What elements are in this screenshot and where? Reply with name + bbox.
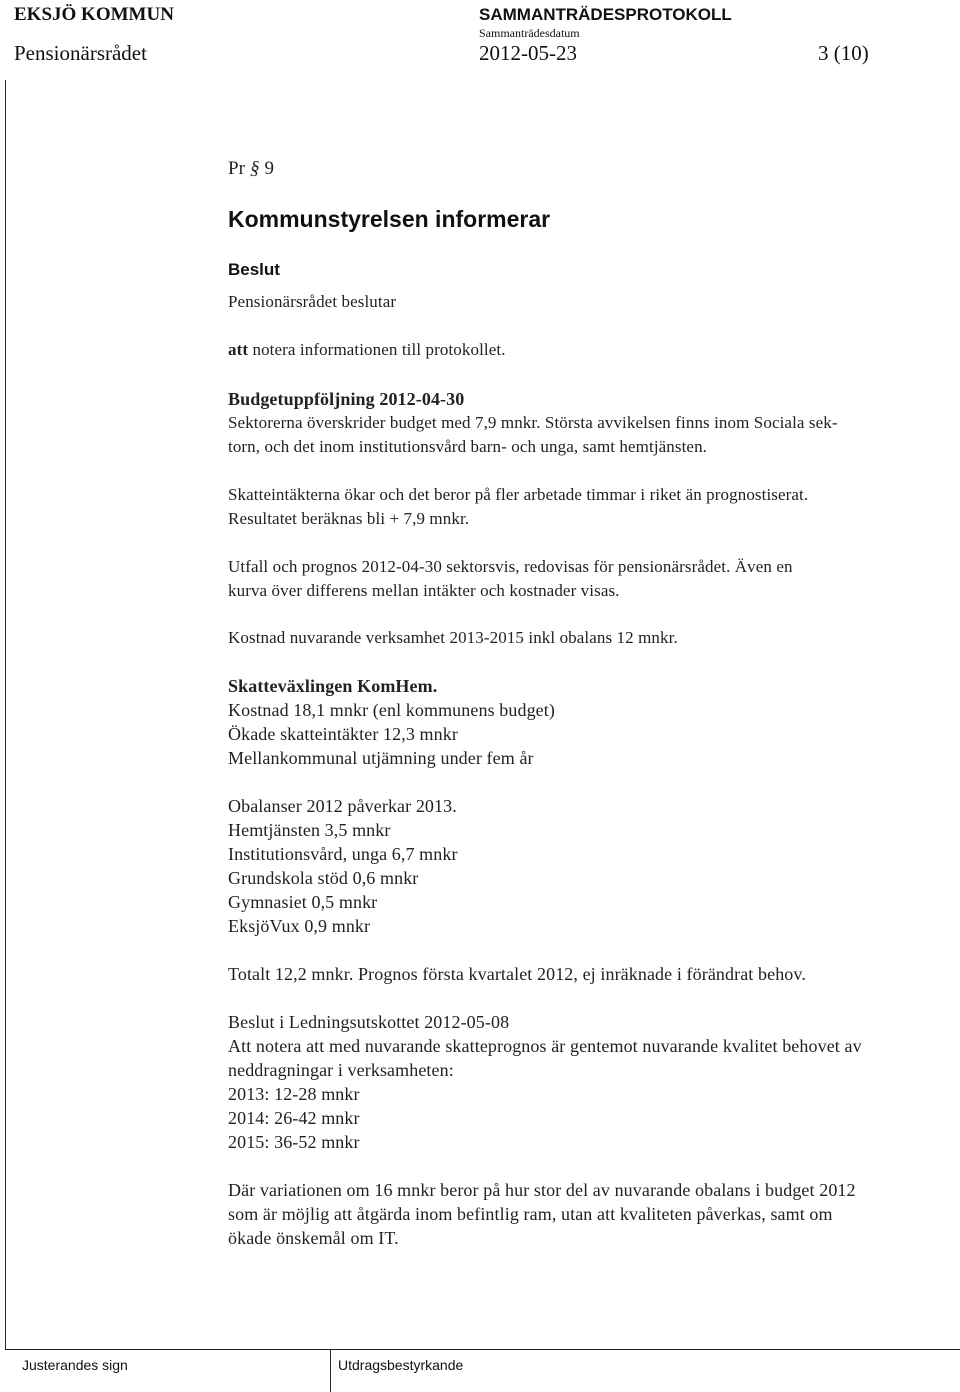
ledning-line-3: neddragningar i verksamheten: [228, 1060, 454, 1080]
section-title: Kommunstyrelsen informerar [228, 206, 551, 232]
obalans-total: Totalt 12,2 mnkr. Prognos första kvartalet 2012, ej inräknade i förändrat behov. [228, 964, 806, 984]
body-name: Pensionärsrådet [14, 41, 147, 65]
skatt-line-1: Kostnad 18,1 mnkr (enl kommunens budget) [228, 700, 555, 720]
att-line [228, 340, 506, 360]
budget-line-2: torn, och det inom institutionsvård barn- och unga, samt hemtjänsten. [228, 437, 708, 456]
budget-p3-line-2: kurva över differens mellan intäkter och kostnader visas. [228, 581, 620, 600]
variation-line-2: som är möjlig att åtgärda inom befintlig ram, utan att kvaliteten påverkas, samt om [228, 1204, 833, 1224]
paragraph-number [228, 158, 274, 180]
document-type: SAMMANTRÄDESPROTOKOLL [479, 5, 732, 24]
skatt-line-3: Mellankommunal utjämning under fem år [228, 748, 534, 768]
municipality-name: EKSJÖ KOMMUN [14, 4, 174, 25]
paragraph-sign: § [249, 158, 260, 179]
obalans-line-3: Institutionsvård, unga 6,7 mnkr [228, 844, 458, 864]
paragraph-num: 9 [264, 158, 275, 179]
page-number: 3 (10) [818, 41, 869, 65]
budget-heading: Budgetuppföljning 2012-04-30 [228, 389, 465, 409]
left-margin-rule [5, 80, 6, 1350]
ledning-line-1: Beslut i Ledningsutskottet 2012-05-08 [228, 1012, 510, 1032]
beslut-line: Pensionärsrådet beslutar [228, 292, 397, 311]
variation-line-1: Där variationen om 16 mnkr beror på hur stor del av nuvarande obalans i budget 2012 [228, 1180, 856, 1200]
obalans-line-4: Grundskola stöd 0,6 mnkr [228, 868, 419, 888]
footer-justerandes-sign: Justerandes sign [22, 1357, 128, 1373]
obalans-line-5: Gymnasiet 0,5 mnkr [228, 892, 378, 912]
paragraph-prefix: Pr [228, 158, 246, 179]
footer-rule [5, 1349, 960, 1350]
budget-line-1: Sektorerna överskrider budget med 7,9 mnkr. Största avvikelsen finns inom Sociala sek- [228, 413, 838, 432]
beslut-heading: Beslut [228, 260, 280, 279]
budget-p4: Kostnad nuvarande verksamhet 2013-2015 inkl obalans 12 mnkr. [228, 628, 678, 647]
meeting-date: 2012-05-23 [479, 41, 577, 65]
budget-p2-line-1: Skatteintäkterna ökar och det beror på fler arbetade timmar i riket än prognostiserat. [228, 485, 809, 504]
obalans-line-6: EksjöVux 0,9 mnkr [228, 916, 371, 936]
date-label: Sammanträdesdatum [479, 26, 580, 40]
ledning-line-6: 2015: 36-52 mnkr [228, 1132, 360, 1152]
att-word: att [228, 340, 249, 359]
att-rest: notera informationen till protokollet. [248, 340, 506, 359]
obalans-line-1: Obalanser 2012 påverkar 2013. [228, 796, 457, 816]
skatt-line-2: Ökade skatteintäkter 12,3 mnkr [228, 724, 458, 744]
ledning-line-2: Att notera att med nuvarande skatteprognos är gentemot nuvarande kvalitet behovet av [228, 1036, 862, 1056]
ledning-line-5: 2014: 26-42 mnkr [228, 1108, 360, 1128]
variation-line-3: ökade önskemål om IT. [228, 1228, 399, 1248]
footer-utdragsbestyrkande: Utdragsbestyrkande [338, 1357, 464, 1373]
footer-divider [330, 1349, 331, 1392]
budget-p2-line-2: Resultatet beräknas bli + 7,9 mnkr. [228, 509, 470, 528]
ledning-line-4: 2013: 12-28 mnkr [228, 1084, 360, 1104]
skatt-heading: Skatteväxlingen KomHem. [228, 676, 438, 696]
budget-p3-line-1: Utfall och prognos 2012-04-30 sektorsvis, redovisas för pensionärsrådet. Även en [228, 557, 793, 576]
obalans-line-2: Hemtjänsten 3,5 mnkr [228, 820, 391, 840]
